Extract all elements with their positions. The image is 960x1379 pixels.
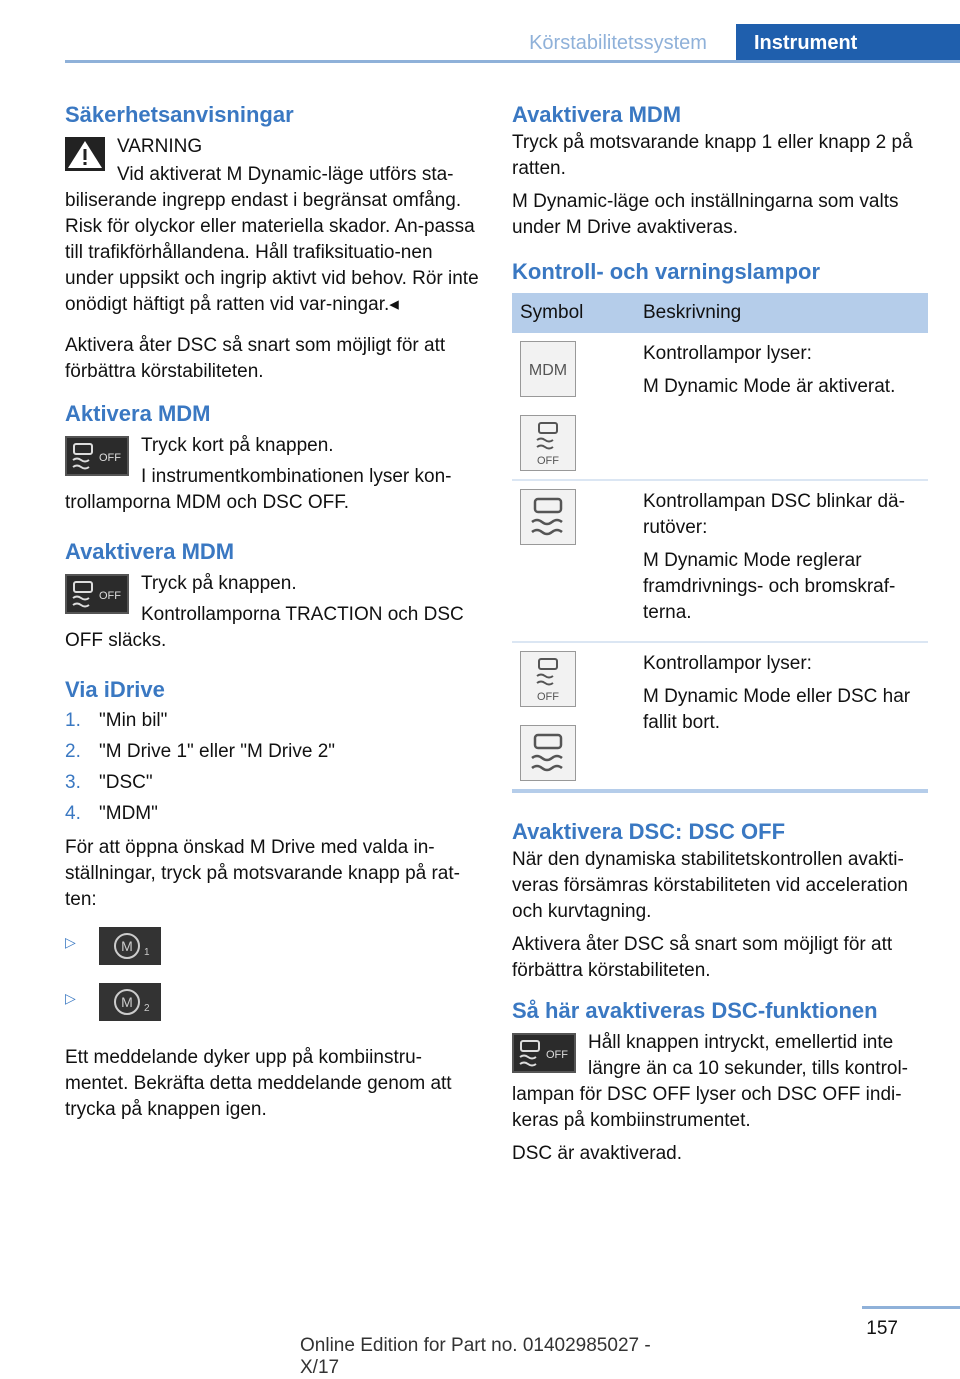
table-row: [512, 333, 928, 480]
reactivate-dsc-text: Aktivera åter DSC så snart som möjligt för att förbättra körstabiliteten.: [65, 335, 446, 382]
description-cell: Kontrollampor lyser: M Dynamic Mode eller DSC har fallit bort.: [635, 642, 928, 791]
list-item: 3. "DSC": [65, 771, 153, 793]
column-header-description: Beskrivning: [635, 293, 928, 333]
warning-title: VARNING: [117, 136, 203, 157]
running-header-section: Körstabilitetssystem: [529, 32, 707, 54]
indicator-lamps-table: [512, 293, 928, 793]
idrive-heading: Via iDrive: [65, 677, 165, 702]
deactivate-mdm-right-p2: M Dynamic-läge och inställningarna som valts under M Drive avaktiveras.: [512, 191, 899, 238]
svg-text:OFF: OFF: [537, 455, 559, 467]
idrive-steps: [65, 705, 479, 829]
deactivate-mdm-step1: Tryck på knappen.: [141, 573, 297, 594]
how-deactivate-p1: Håll knappen intryckt, emellertid inte längre än ca 10 sekunder, tills kontrol-lampan för DSC OFF lyser och DSC OFF indi-keras på kombiinstrumentet.: [512, 1032, 909, 1131]
mdrive-button-list: [65, 927, 479, 1039]
warning-triangle-icon: [65, 137, 105, 171]
svg-text:OFF: OFF: [99, 590, 121, 602]
list-item: [65, 983, 479, 1039]
description-cell: Kontrollampor lyser: M Dynamic Mode är aktiverat.: [635, 333, 928, 480]
dsc-off-button-icon: [65, 574, 129, 614]
m-drive-2-button-icon: [99, 983, 161, 1021]
symbol-cell: [512, 642, 635, 791]
activate-mdm-block: [65, 433, 479, 523]
dsc-off-button-icon: [65, 436, 129, 476]
description-cell: Kontrollampan DSC blinkar dä-rutöver: M Dynamic Mode reglerar framdrivnings- och bromskraf-terna.: [635, 480, 928, 642]
list-item: [65, 927, 479, 983]
table-row: [512, 642, 928, 791]
deactivate-mdm-heading-left: Avaktivera MDM: [65, 539, 235, 564]
page-number: 157: [866, 1318, 898, 1339]
dsc-off-p2: Aktivera åter DSC så snart som möjligt för att förbättra körstabiliteten.: [512, 934, 893, 981]
symbol-cell: [512, 480, 635, 642]
left-column: [65, 100, 479, 1130]
footer-rule: [862, 1306, 960, 1309]
running-header-chapter: Instrument: [736, 24, 960, 62]
confirm-message-text: Ett meddelande dyker upp på kombiinstru-mentet. Bekräfta detta meddelande genom att trycka på knappen igen.: [65, 1047, 452, 1120]
safety-heading: Säkerhetsanvisningar: [65, 102, 294, 127]
list-item: 1. "Min bil": [65, 709, 168, 731]
lamps-heading: Kontroll- och varningslampor: [512, 259, 821, 284]
footer-edition: Online Edition for Part no. 01402985027 - X/17: [300, 1335, 651, 1378]
right-column: [512, 100, 928, 1182]
deactivate-mdm-block: [65, 571, 479, 661]
m-drive-1-button-icon: [99, 927, 161, 965]
warning-text: Vid aktiverat M Dynamic-läge utförs sta-biliserande ingrepp endast i begränsat omfång. Risk för olyckor eller materiella skador. An-passa till trafikförhållandena. Håll trafiksituatio-nen under uppsikt och ingrip aktivt vid behov. Rör inte onödigt häftigt på ratten vid var-ningar.◂: [65, 164, 479, 315]
warning-block: [65, 134, 479, 325]
deactivate-mdm-step2: Kontrollamporna TRACTION och DSC OFF släcks.: [65, 604, 464, 651]
dsc-off-p1: När den dynamiska stabilitetskontrollen avakti-veras försämras körstabiliteten vid acceleration och kurvtagning.: [512, 849, 909, 922]
dsc-off-lamp-icon: [520, 651, 576, 707]
bullet-triangle-icon: ▷: [65, 990, 76, 1006]
svg-text:OFF: OFF: [537, 691, 559, 703]
dsc-off-button-icon: [512, 1033, 576, 1073]
svg-text:M: M: [121, 994, 133, 1010]
how-deactivate-block: [512, 1030, 928, 1174]
bullet-triangle-icon: ▷: [65, 934, 76, 950]
activate-mdm-step2: I instrumentkombinationen lyser kon-trollamporna MDM och DSC OFF.: [65, 466, 452, 513]
svg-text:OFF: OFF: [99, 452, 121, 464]
dsc-lamp-icon: [520, 489, 576, 545]
list-item: 2. "M Drive 1" eller "M Drive 2": [65, 740, 336, 762]
svg-text:1: 1: [144, 947, 150, 958]
svg-text:2: 2: [144, 1003, 150, 1014]
svg-text:OFF: OFF: [546, 1049, 568, 1061]
svg-text:M: M: [121, 938, 133, 954]
header-rule: [65, 60, 960, 63]
dsc-off-heading: Avaktivera DSC: DSC OFF: [512, 819, 786, 844]
column-header-symbol: Symbol: [512, 293, 635, 333]
mdrive-instructions: För att öppna önskad M Drive med valda in-ställningar, tryck på motsvarande knapp på rat-ten:: [65, 837, 460, 910]
how-deactivate-heading: Så här avaktiveras DSC-funktionen: [512, 998, 878, 1023]
dsc-lamp-icon: [520, 725, 576, 781]
table-row: [512, 480, 928, 642]
svg-text:MDM: MDM: [528, 362, 568, 379]
deactivate-mdm-right-p1: Tryck på motsvarande knapp 1 eller knapp 2 på ratten.: [512, 132, 913, 179]
dsc-off-lamp-icon: [520, 415, 576, 471]
symbol-cell: [512, 333, 635, 480]
how-deactivate-p2: DSC är avaktiverad.: [512, 1143, 683, 1164]
activate-mdm-heading: Aktivera MDM: [65, 401, 211, 426]
deactivate-mdm-heading-right: Avaktivera MDM: [512, 102, 682, 127]
table-header-row: [512, 293, 928, 333]
list-item: 4. "MDM": [65, 802, 158, 824]
mdm-lamp-icon: [520, 341, 576, 397]
activate-mdm-step1: Tryck kort på knappen.: [141, 435, 334, 456]
